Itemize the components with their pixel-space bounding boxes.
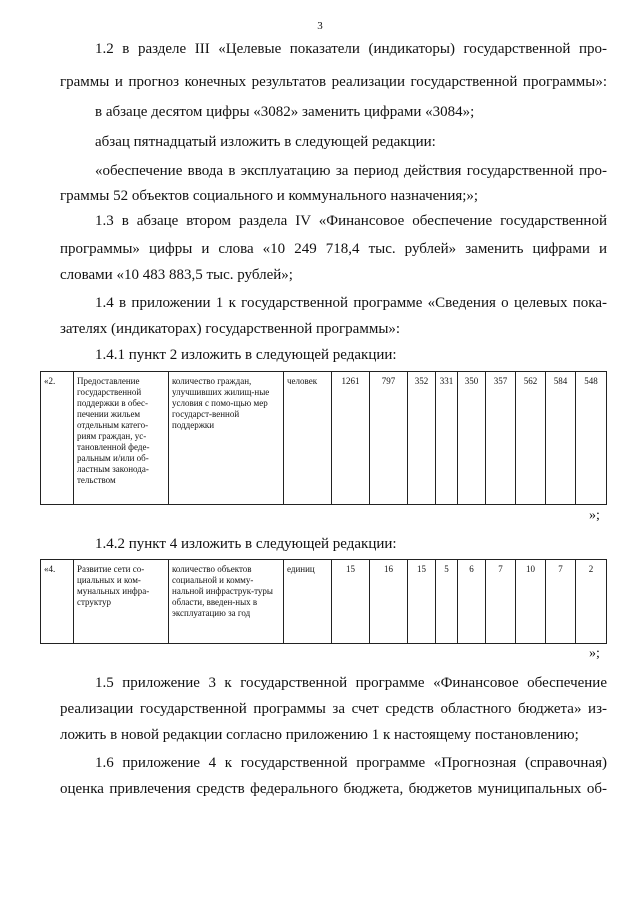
table2-value: 5: [436, 560, 458, 644]
table2-value: 10: [516, 560, 546, 644]
paragraph-1-5-line-1: 1.5 приложение 3 к государственной программе «Финансовое обеспечение: [95, 675, 607, 691]
paragraph-1-6-line-1: 1.6 приложение 4 к государственной программе «Прогнозная (справочная): [95, 755, 607, 771]
paragraph-1-3-line-2: программы» цифры и слова «10 249 718,4 тыс. рублей» заменить цифрами и: [60, 241, 607, 257]
paragraph-1-2-line-5: «обеспечение ввода в эксплуатацию за период действия государственной про-: [95, 163, 607, 179]
table1-value: 357: [486, 372, 516, 505]
page-number: 3: [317, 20, 323, 32]
table1-value: 331: [436, 372, 458, 505]
paragraph-1-3-line-3: словами «10 483 883,5 тыс. рублей»;: [60, 267, 293, 283]
table2-value: 7: [486, 560, 516, 644]
table1-value: 584: [546, 372, 576, 505]
table2-value: 6: [458, 560, 486, 644]
paragraph-1-2-line-6: граммы 52 объектов социального и коммунального назначения;»;: [60, 188, 479, 204]
paragraph-1-4-line-1: 1.4 в приложении 1 к государственной программе «Сведения о целевых пока-: [95, 295, 607, 311]
table1-value: 350: [458, 372, 486, 505]
table2-value: 15: [332, 560, 370, 644]
paragraph-1-3-line-1: 1.3 в абзаце втором раздела IV «Финансовое обеспечение государственной: [95, 213, 607, 229]
paragraph-1-6-line-2: оценка привлечения средств федерального бюджета, бюджетов муниципальных об-: [60, 781, 607, 797]
indicator-table-item-2: [40, 371, 607, 505]
table1-program-name: Предоставление государственной поддержки в обес-печении жильем отдельным катего-риям граждан, ус-тановленной феде-ральным и/или об-ластным законода-тельством: [74, 372, 169, 505]
table1-value: 548: [576, 372, 607, 505]
paragraph-1-4-line-2: зателях (индикаторах) государственной программы»:: [60, 321, 401, 337]
paragraph-1-5-line-2: реализации государственной программы за счет средств областного бюджета» из-: [60, 701, 607, 717]
paragraph-1-2-line-1: 1.2 в разделе III «Целевые показатели (индикаторы) государственной про-: [95, 41, 607, 57]
table1-row-number: «2.: [41, 372, 74, 505]
table1-value: 1261: [332, 372, 370, 505]
paragraph-1-5-line-3: ложить в новой редакции согласно приложению 1 к настоящему постановлению;: [60, 727, 579, 743]
table2-program-name: Развитие сети со-циальных и ком-мунальных инфра-структур: [74, 560, 169, 644]
table2-indicator: количество объектов социальной и комму-нальной инфраструк-туры области, введен-ных в эксплуатацию за год: [169, 560, 284, 644]
table1-value: 352: [408, 372, 436, 505]
paragraph-1-2-line-4: абзац пятнадцатый изложить в следующей редакции:: [95, 134, 436, 150]
table1-indicator: количество граждан, улучшивших жилищ-ные условия с помо-щью мер государст-венной поддержки: [169, 372, 284, 505]
table2-row-number: «4.: [41, 560, 74, 644]
paragraph-1-2-line-3: в абзаце десятом цифры «3082» заменить цифрами «3084»;: [95, 104, 475, 120]
table1-value: 562: [516, 372, 546, 505]
paragraph-1-4-2: 1.4.2 пункт 4 изложить в следующей редакции:: [95, 536, 397, 552]
paragraph-1-2-line-2: граммы и прогноз конечных результатов реализации государственной программы»:: [60, 74, 607, 90]
table2-value: 15: [408, 560, 436, 644]
table2-value: 2: [576, 560, 607, 644]
indicator-table-item-4: [40, 559, 607, 644]
table1-value: 797: [370, 372, 408, 505]
table2-value: 7: [546, 560, 576, 644]
table2-closing-quote: »;: [589, 646, 600, 661]
paragraph-1-4-1: 1.4.1 пункт 2 изложить в следующей редакции:: [95, 347, 397, 363]
table1-closing-quote: »;: [589, 508, 600, 523]
table2-unit: единиц: [284, 560, 332, 644]
table2-value: 16: [370, 560, 408, 644]
table1-unit: человек: [284, 372, 332, 505]
